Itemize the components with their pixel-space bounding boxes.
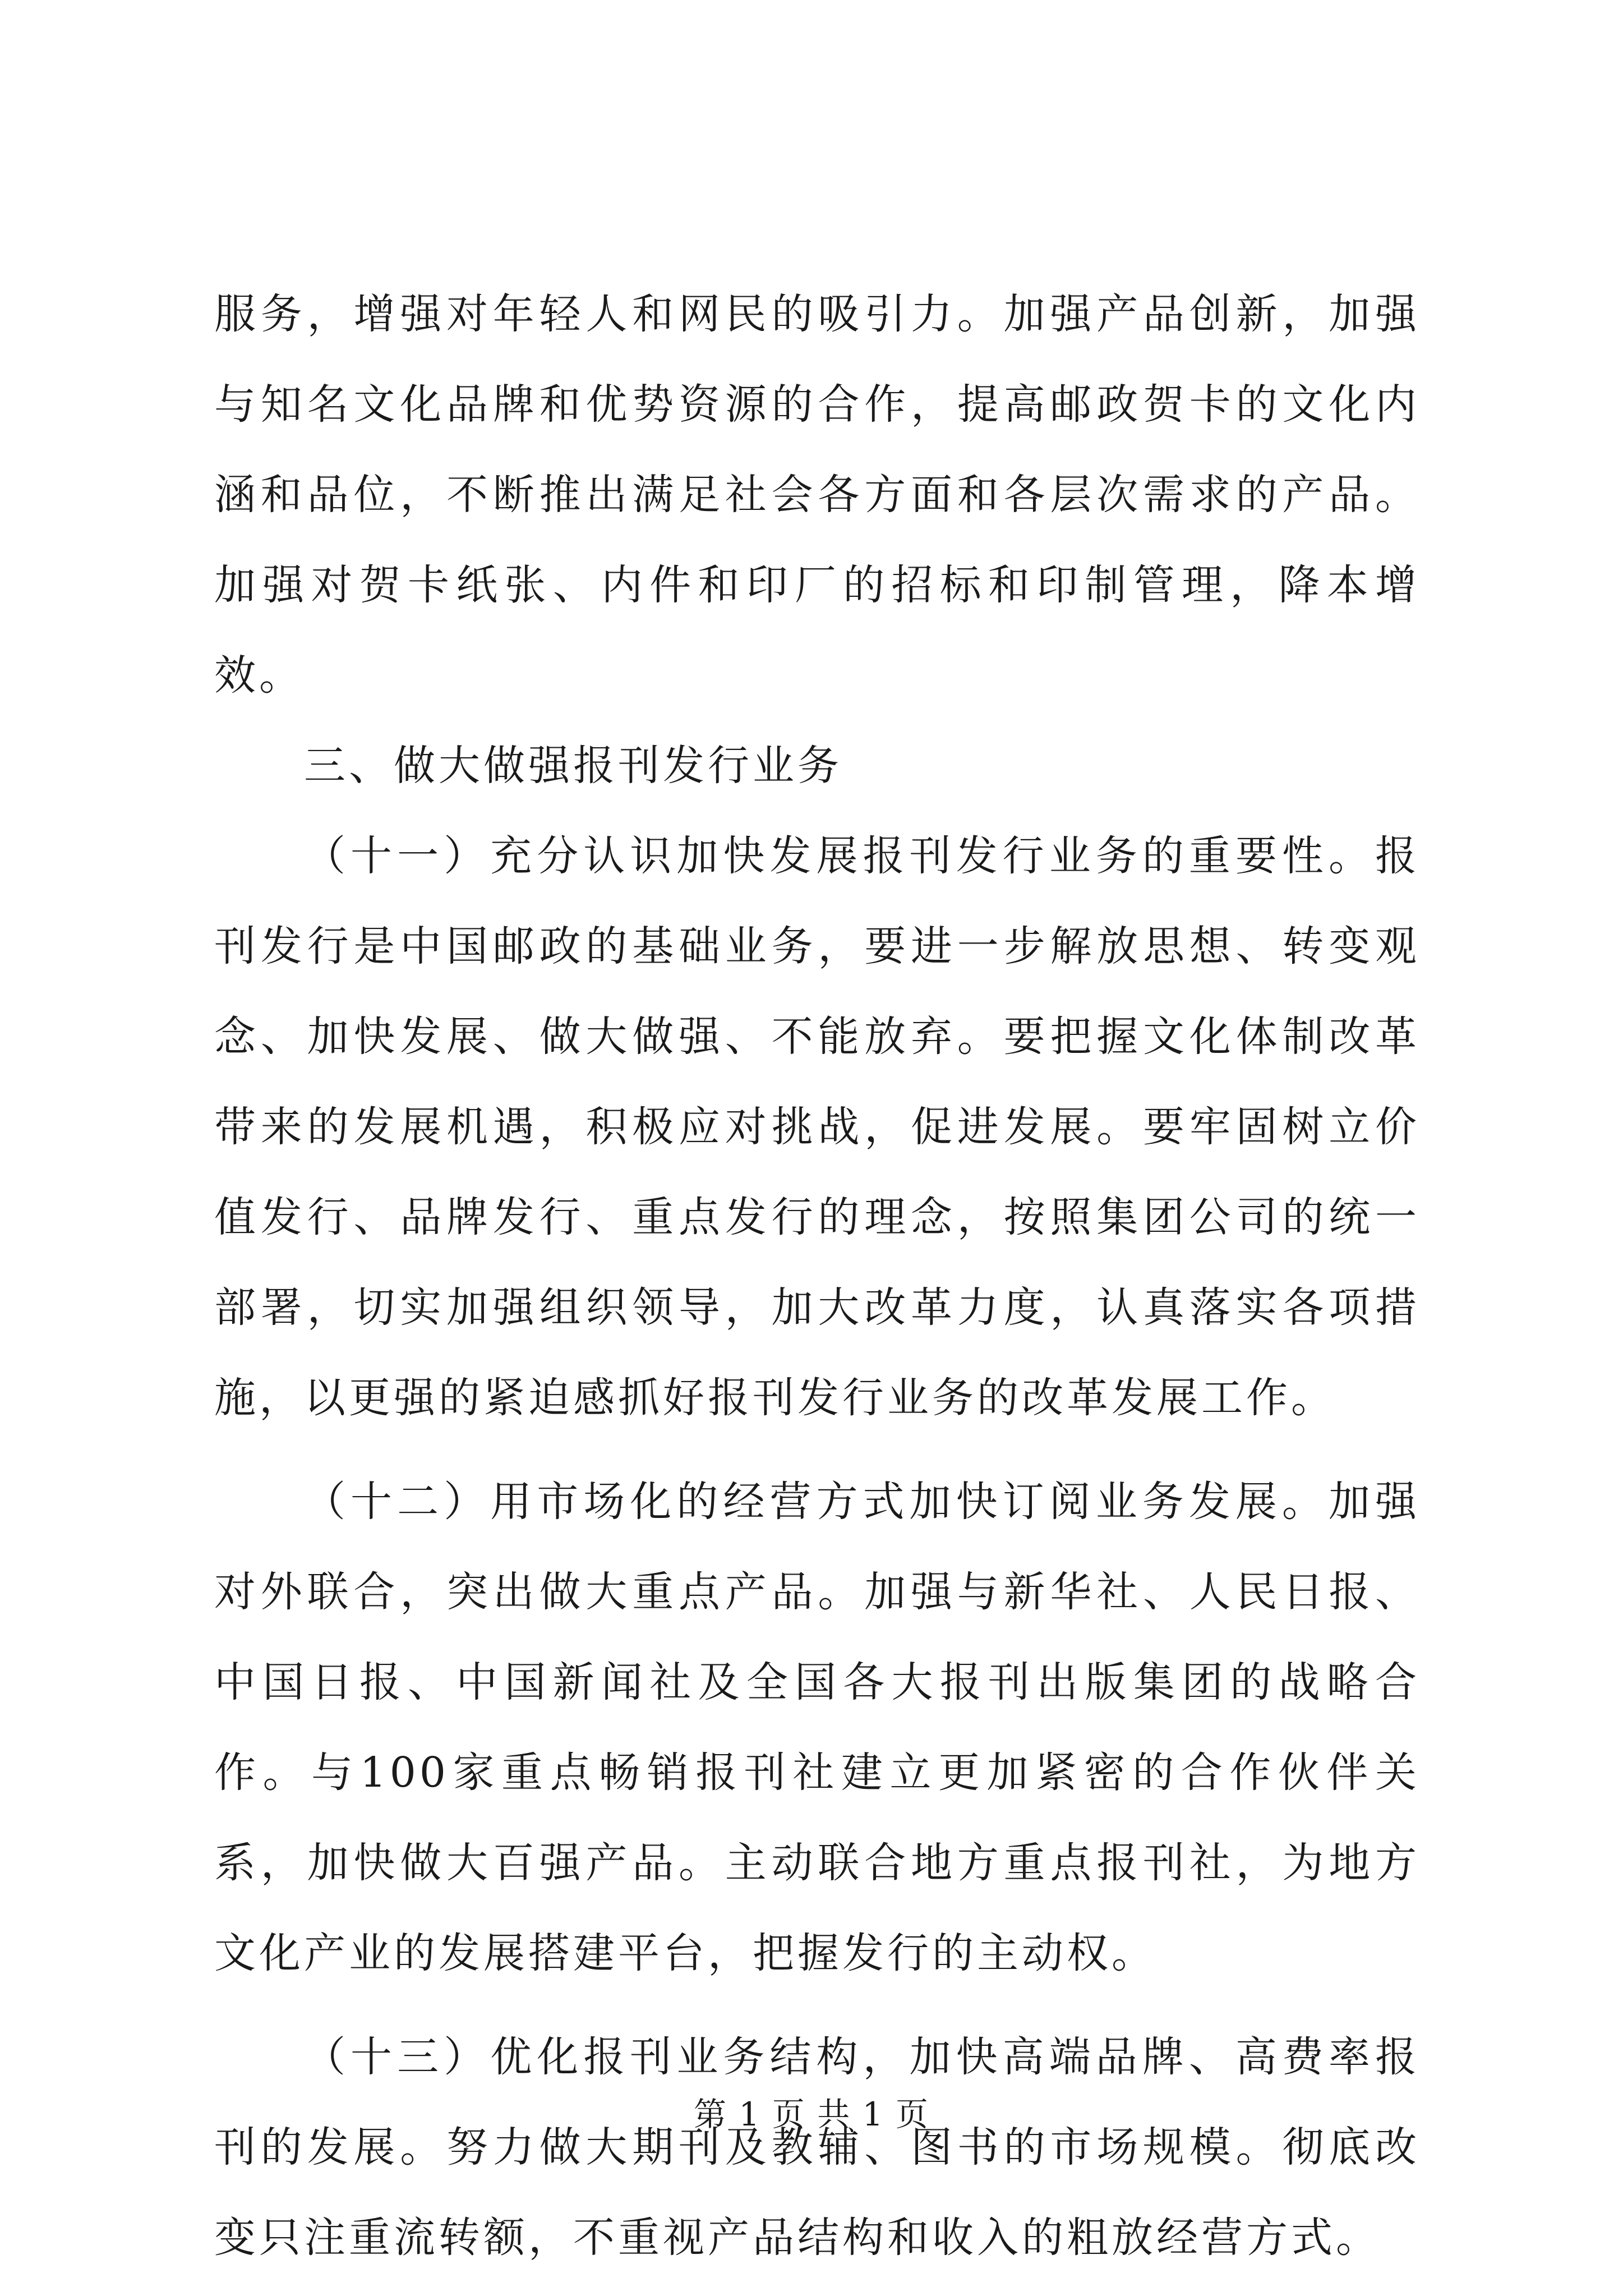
paragraph-item-12: （十二）用市场化的经营方式加快订阅业务发展。加强对外联合，突出做大重点产品。加强与新华社、人民日报、中国日报、中国新闻社及全国各大报刊出版集团的战略合作。与100家重点畅销报刊社建立更加紧密的合作伙伴关系，加快做大百强产品。主动联合地方重点报刊社，为地方文化产业的发展搭建平台，把握发行的主动权。: [214, 1478, 1420, 1977]
paragraph-item-11: （十一）充分认识加快发展报刊发行业务的重要性。报刊发行是中国邮政的基础业务，要进一步解放思想、转变观念、加快发展、做大做强、不能放弃。要把握文化体制改革带来的发展机遇，积极应对挑战，促进发展。要牢固树立价值发行、品牌发行、重点发行的理念，按照集团公司的统一部署，切实加强组织领导，加大改革力度，认真落实各项措施，以更强的紧迫感抓好报刊发行业务的改革发展工作。: [214, 832, 1420, 1422]
paragraph-continuation: 服务，增强对年轻人和网民的吸引力。加强产品创新，加强与知名文化品牌和优势资源的合作，提高邮政贺卡的文化内涵和品位，不断推出满足社会各方面和各层次需求的产品。加强对贺卡纸张、内件和印厂的招标和印制管理，降本增效。: [214, 290, 1420, 700]
paragraph-item-13: （十三）优化报刊业务结构，加快高端品牌、高费率报刊的发展。努力做大期刊及教辅、图书的市场规模。彻底改变只注重流转额，不重视产品结构和收入的粗放经营方式。: [214, 2033, 1420, 2262]
page-footer: 第 1 页 共 1 页: [694, 2095, 929, 2133]
document-body: [214, 269, 1420, 2283]
section-heading: 三、做大做强报刊发行业务: [304, 742, 842, 790]
